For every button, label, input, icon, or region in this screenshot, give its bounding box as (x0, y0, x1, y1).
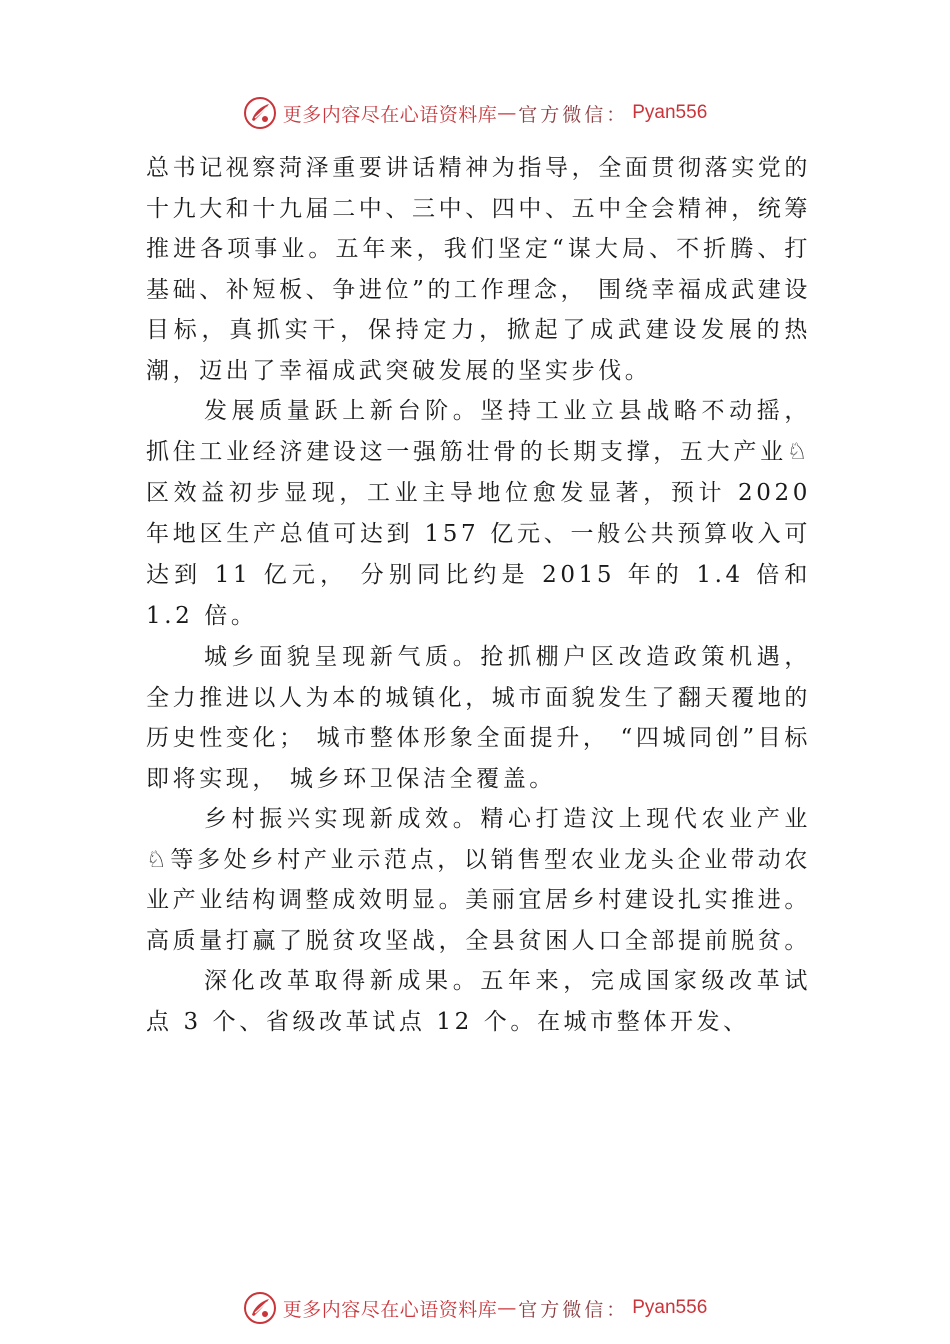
footer-banner (0, 1288, 950, 1328)
banner-site-text: 更多内容尽在心语资料库 (282, 1298, 498, 1321)
banner-contact: Pyan556 (632, 102, 708, 123)
paragraph-5: 深化改革取得新成果。五年来，完成国家级改革试点 3 个、省级改革试点 12 个。在城市整体开发、 (146, 968, 811, 1035)
banner-label: 官方微信： (518, 1298, 629, 1321)
logo-icon (243, 1291, 277, 1325)
paragraph-3: 城乡面貌呈现新气质。抢抓棚户区改造政策机遇，全力推进以人为本的城镇化，城市面貌发生了翻天覆地的历史性变化； 城市整体形象全面提升， “四城同创”目标即将实现， 城乡环卫保洁全覆盖。 (146, 644, 811, 792)
logo-icon (243, 96, 277, 130)
paragraph-1: 总书记视察菏泽重要讲话精神为指导，全面贯彻落实党的十九大和十九届二中、三中、四中、五中全会精神，统筹推进各项事业。五年来，我们坚定“谋大局、不折腾、打基础、补短板、争进位”的工作理念， 围绕幸福成武建设目标，真抓实干，保持定力，掀起了成武建设发展的热潮，迈出了幸福成武突破发展的坚实步伐。 (146, 155, 811, 384)
banner-label: 官方微信： (518, 103, 629, 126)
header-banner (0, 93, 950, 133)
banner-separator: — (497, 1297, 517, 1319)
paragraph-4: 乡村振兴实现新成效。精心打造汶上现代农业产业♘等多处乡村产业示范点，以销售型农业龙头企业带动农业产业结构调整成效明显。美丽宜居乡村建设扎实推进。高质量打赢了脱贫攻坚战，全县贫困人口全部提前脱贫。 (146, 806, 811, 954)
document-body (146, 148, 811, 1042)
banner-site-text: 更多内容尽在心语资料库 (282, 103, 498, 126)
banner-contact: Pyan556 (632, 1297, 708, 1318)
paragraph-2: 发展质量跃上新台阶。坚持工业立县战略不动摇，抓住工业经济建设这一强筋壮骨的长期支撑，五大产业♘区效益初步显现，工业主导地位愈发显著，预计 2020 年地区生产总值可达到 157 亿元、一般公共预算收入可达到 11 亿元， 分别同比约是 2015 年的 1.4 倍和 1.2 倍。 (146, 398, 811, 629)
banner-separator: — (497, 102, 517, 124)
